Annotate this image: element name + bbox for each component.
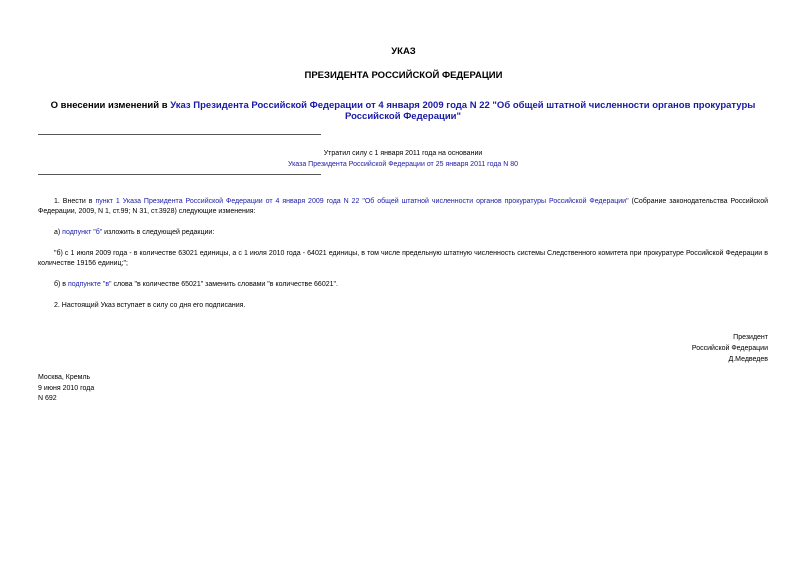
signature-name: Д.Медведев [728, 356, 768, 363]
doc-type-heading: УКАЗ [391, 46, 416, 57]
item-b-suffix: слова "в количестве 65021" заменить словами "в количестве 66021". [111, 281, 338, 288]
signature-title: Президент [733, 334, 768, 341]
divider-top [38, 134, 321, 135]
item-a-prefix: а) [54, 229, 63, 236]
divider-bottom [38, 174, 321, 175]
item-b-link[interactable]: подпункте "в" [67, 281, 112, 288]
paragraph-1-prefix: 1. Внести в [54, 198, 96, 205]
expired-note [38, 148, 768, 170]
expired-note-text: Утратил силу с 1 января 2011 года на основании [323, 150, 483, 157]
item-b [38, 280, 768, 290]
expired-note-link[interactable]: Указа Президента Российской Федерации от 25 января 2011 года N 80 [287, 161, 519, 168]
item-b-prefix: б) в [54, 281, 68, 288]
place-date-block [38, 373, 94, 405]
date: 9 июня 2010 года [38, 384, 95, 392]
item-a-link[interactable]: подпункт "б" [62, 229, 103, 236]
signature-block [568, 332, 768, 365]
paragraph-1 [38, 197, 768, 216]
title-prefix: О внесении изменений в [50, 100, 171, 111]
item-a [38, 228, 768, 238]
title-link[interactable]: Указ Президента Российской Федерации от 4 января 2009 года N 22 "Об общей штатной численности органов прокуратуры Российской Федерации" [170, 100, 756, 122]
paragraph-1-suffix: (Собрание законодательства Российской Федерации, 2009, N 1, ст.99; N 31, ст.3928) следующие изменения: [38, 198, 769, 215]
paragraph-1-link[interactable]: пункт 1 Указа Президента Российской Федерации от 4 января 2009 года N 22 "Об общей штатной численности органов прокуратуры Российской Федерации" [95, 198, 629, 205]
document-number: N 692 [38, 395, 57, 402]
signature-country: Российской Федерации [691, 345, 768, 352]
issuer-heading: ПРЕЗИДЕНТА РОССИЙСКОЙ ФЕДЕРАЦИИ [304, 70, 503, 81]
place: Москва, Кремль [38, 374, 91, 381]
item-a-suffix: изложить в следующей редакции: [102, 229, 215, 236]
document-title [38, 100, 768, 122]
paragraph-2: 2. Настоящий Указ вступает в силу со дня его подписания. [54, 302, 246, 309]
quote-paragraph: "б) с 1 июля 2009 года - в количестве 63021 единицы, а с 1 июля 2010 года - 64021 единицы, в том числе предельную штатную численность системы Следственного комитета при прокуратуре Российской Федерации в количестве 19156 единиц;"; [38, 250, 768, 267]
